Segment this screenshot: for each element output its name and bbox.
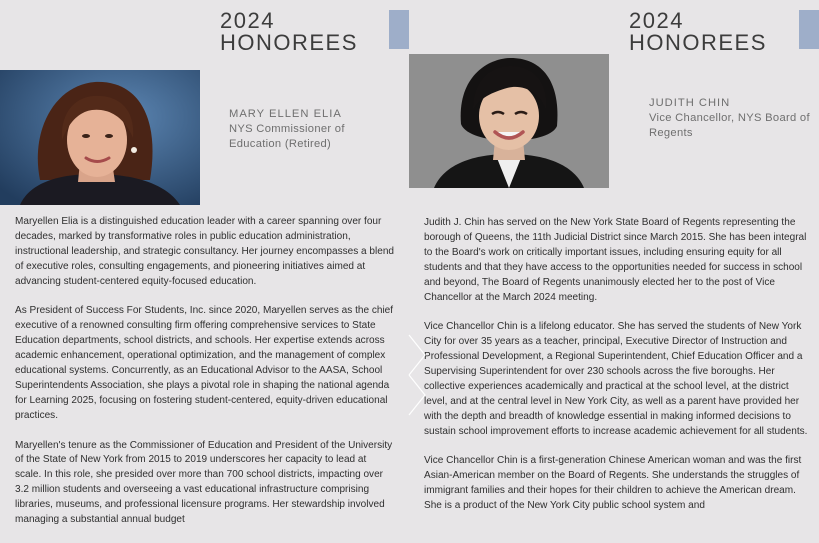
bio-paragraph: Maryellen's tenure as the Commissioner of Education and President of the University of the State of New York from 2015 to 2019 underscores her capacity to lead at scale. In this role, she presided over more than 700 school districts, impacting over 3.2 million students and overseeing a vast educational infrastructure comprising libraries, museums, and professional licensure programs. Her stewardship involved managing a substantial annual budget [15, 439, 393, 526]
bio-paragraph: Judith J. Chin has served on the New York State Board of Regents representing the borough of Queens, the 11th Judicial District since March 2015. She has been integral to the Board's work on critically important issues, including ensuring equity for all students and that they have access to the opportunities needed for success in school and beyond, The Board of Regents unanimously elected her to the post of Vice Chancellor at the March 2024 meeting. [424, 217, 807, 303]
chevron-decoration-icon [400, 333, 430, 417]
portrait-illustration [0, 70, 200, 205]
accent-bar [799, 10, 819, 49]
title-year: 2024 [629, 8, 684, 33]
honorees-title-right [629, 10, 767, 54]
accent-bar [389, 10, 409, 49]
biography-left [15, 215, 395, 543]
title-year: 2024 [220, 8, 275, 33]
right-page [409, 0, 818, 516]
left-page [0, 0, 409, 526]
honorees-title-left [220, 10, 358, 54]
portrait-illustration [409, 54, 609, 188]
bio-paragraph: As President of Success For Students, Inc. since 2020, Maryellen serves as the chief executive of a renowned consulting firm offering comprehensive services to State Education departments, school districts, and schools. Her expertise extends across academic enhancement, operational optimization, and the management of complex educational systems. Concurrently, as an Educational Advisor to the AASA, School Superintendents Association, she plays a pivotal role in shaping the national agenda for Learning 2025, focusing on fostering student-centered, equity-driven educational practices. [15, 305, 394, 421]
honoree-name: JUDITH CHIN [649, 97, 731, 109]
honoree-name: MARY ELLEN ELIA [229, 108, 342, 120]
honoree-role: Vice Chancellor, NYS Board of Regents [649, 112, 810, 139]
bio-paragraph: Maryellen Elia is a distinguished education leader with a career spanning over four decades, marked by transformative roles in public education administration, instructional leadership, and strategic consultancy. Her journey encompasses a blend of executive roles, consulting engagements, and pioneering initiatives aimed at advancing student-centered equity-focused education. [15, 216, 395, 287]
bio-paragraph: Vice Chancellor Chin is a first-generation Chinese American woman and was the first Asian-American member on the Board of Regents. She understands the struggles of immigrant families and their hopes for their children to achieve the American dream. She is a product of the New York City public school system and [424, 455, 802, 512]
portrait-photo-judith-chin [409, 54, 609, 188]
biography-right [424, 216, 812, 529]
title-word: HONOREES [220, 30, 358, 55]
title-word: HONOREES [629, 30, 767, 55]
honoree-caption-right [649, 96, 814, 141]
bio-paragraph: Vice Chancellor Chin is a lifelong educator. She has served the students of New York City for over 35 years as a teacher, principal, Executive Director of Instruction and Professional Development, a Regional Superintendent, Chief Education Officer and a Supervising Superintendent for over 230 schools across the five boroughs. Her collective experiences academically and practical at the school level, at the district level, and at the central level in New York City, as well as a parent have provided her with the depth and breadth of knowledge essential in making informed decisions to sustain school improvement efforts to increase academic achievement for all students. [424, 321, 808, 437]
portrait-photo-mary-ellen-elia [0, 70, 200, 205]
honoree-caption-left [229, 107, 399, 152]
honoree-role: NYS Commissioner of Education (Retired) [229, 123, 345, 150]
